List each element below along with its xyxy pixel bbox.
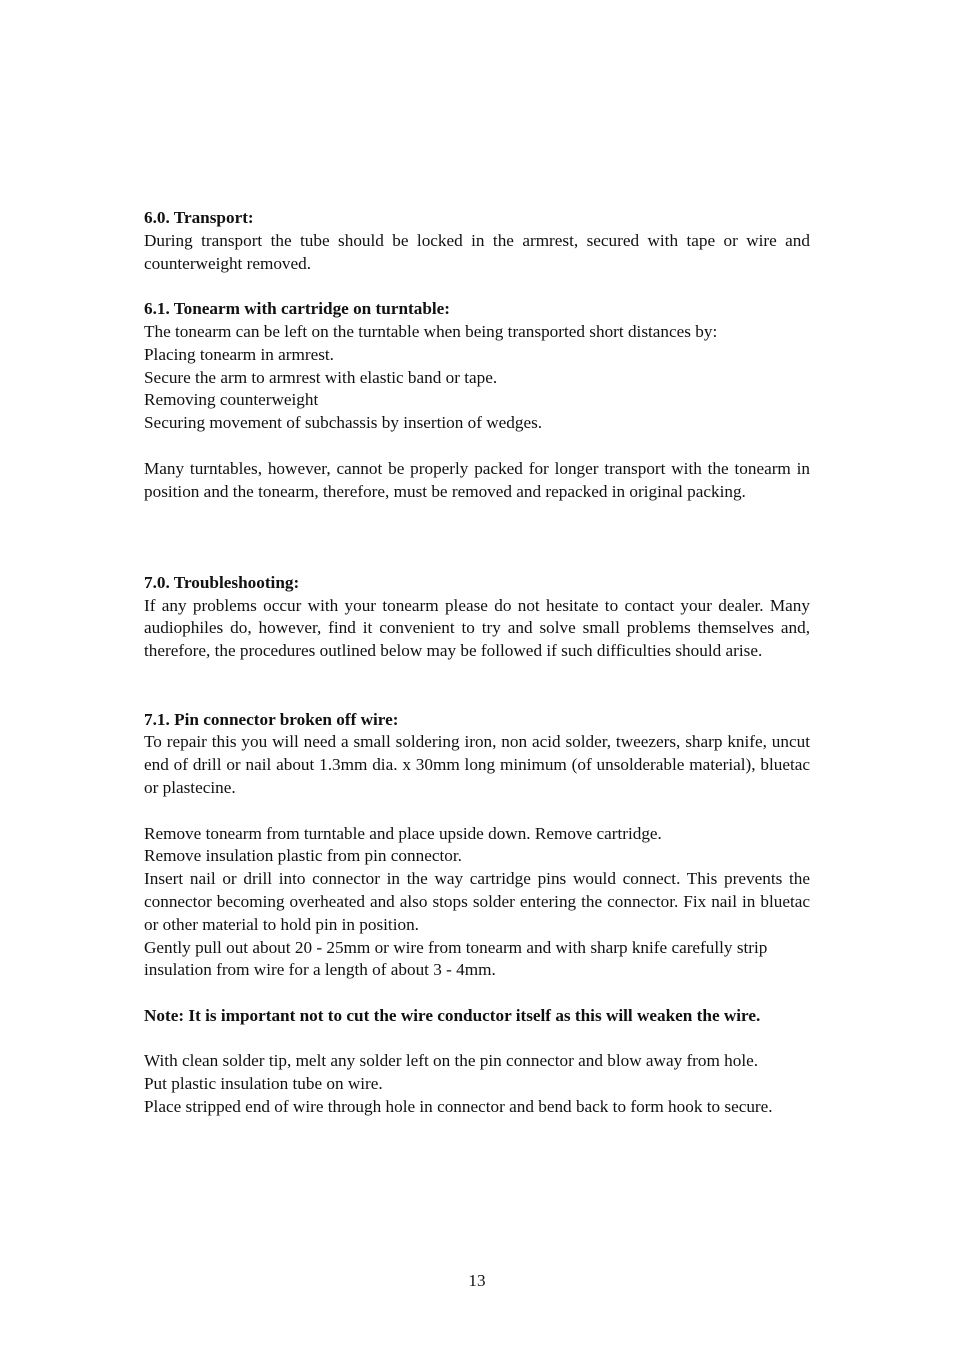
pin-connector-step: Remove tonearm from turntable and place upside down. Remove cartridge. [144, 823, 662, 843]
pin-connector-final-step: With clean solder tip, melt any solder left on the pin connector and blow away from hole. [144, 1051, 759, 1071]
spacer [144, 982, 810, 1005]
troubleshooting-paragraph: If any problems occur with your tonearm please do not hesitate to contact your dealer. Many audiophiles do, however, find it convenient to try and solve small problems themselves and, therefore, the procedures outlined below may be followed if such difficulties should arise. [144, 595, 810, 661]
pin-connector-tools-paragraph: To repair this you will need a small soldering iron, non acid solder, tweezers, sharp knife, uncut end of drill or nail about 1.3mm dia. x 30mm long minimum (of unsolderable material), bluetac or plastecine. [144, 732, 810, 797]
tonearm-step: Securing movement of subchassis by insertion of wedges. [144, 413, 543, 433]
section-heading-pin-connector: 7.1. Pin connector broken off wire: [144, 709, 399, 729]
transport-paragraph: During transport the tube should be locked in the armrest, secured with tape or wire and counterweight removed. [144, 230, 810, 273]
spacer [144, 800, 810, 823]
pin-connector-step: Gently pull out about 20 - 25mm or wire from tonearm and with sharp knife carefully strip insulation from wire for a length of about 3 - 4mm. [144, 937, 768, 980]
pin-connector-final-step: Place stripped end of wire through hole in connector and bend back to form hook to secure. [144, 1097, 773, 1117]
tonearm-step: Removing counterweight [144, 390, 319, 410]
pin-connector-step: Remove insulation plastic from pin connector. [144, 846, 462, 866]
pin-connector-step: Insert nail or drill into connector in the way cartridge pins would connect. This prevents the connector becoming overheated and also stops solder entering the connector. Fix nail in bluetac or other material to hold pin in position. [144, 869, 810, 934]
spacer [144, 275, 810, 298]
spacer [144, 663, 810, 709]
spacer [144, 503, 810, 571]
spacer [144, 435, 810, 458]
tonearm-intro-paragraph: The tonearm can be left on the turntable when being transported short distances by: [144, 321, 718, 341]
page-content [144, 207, 810, 1119]
tonearm-packing-paragraph: Many turntables, however, cannot be properly packed for longer transport with the tonearm in position and the tonearm, therefore, must be removed and repacked in original packing. [144, 458, 810, 501]
section-heading-transport: 6.0. Transport: [144, 208, 254, 227]
tonearm-step: Secure the arm to armrest with elastic band or tape. [144, 367, 498, 387]
spacer [144, 1028, 810, 1051]
section-heading-tonearm-cartridge: 6.1. Tonearm with cartridge on turntable: [144, 299, 451, 319]
important-note: Note: It is important not to cut the wire conductor itself as this will weaken the wire. [144, 1005, 761, 1025]
tonearm-step: Placing tonearm in armrest. [144, 344, 334, 364]
pin-connector-final-step: Put plastic insulation tube on wire. [144, 1074, 383, 1094]
page-number: 13 [468, 1271, 486, 1290]
section-heading-troubleshooting: 7.0. Troubleshooting: [144, 572, 300, 592]
